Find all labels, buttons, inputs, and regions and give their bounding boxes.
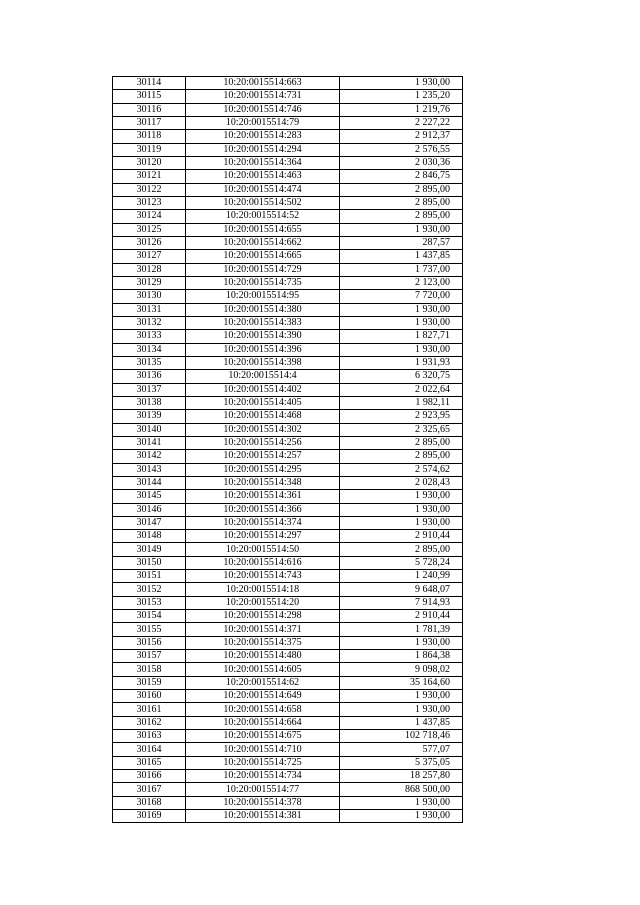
value-cell: 2 846,75: [340, 170, 463, 183]
row-number-cell: 30166: [113, 770, 186, 783]
table-row: [113, 436, 463, 449]
cadastral-number-cell: 10:20:0015514:4: [186, 370, 340, 383]
table-row: [113, 676, 463, 689]
table-row: [113, 730, 463, 743]
table-row: [113, 463, 463, 476]
cadastral-number-cell: 10:20:0015514:725: [186, 756, 340, 769]
row-number-cell: 30147: [113, 516, 186, 529]
table-row: [113, 90, 463, 103]
cadastral-number-cell: 10:20:0015514:468: [186, 410, 340, 423]
cadastral-number-cell: 10:20:0015514:390: [186, 330, 340, 343]
row-number-cell: 30167: [113, 783, 186, 796]
cadastral-number-cell: 10:20:0015514:62: [186, 676, 340, 689]
table-row: [113, 703, 463, 716]
value-cell: 7 914,93: [340, 596, 463, 609]
cadastral-number-cell: 10:20:0015514:383: [186, 316, 340, 329]
value-cell: 1 437,85: [340, 250, 463, 263]
cadastral-number-cell: 10:20:0015514:283: [186, 130, 340, 143]
table-row: [113, 756, 463, 769]
row-number-cell: 30168: [113, 796, 186, 809]
row-number-cell: 30117: [113, 116, 186, 129]
cadastral-number-cell: 10:20:0015514:364: [186, 156, 340, 169]
table-row: [113, 570, 463, 583]
row-number-cell: 30128: [113, 263, 186, 276]
value-cell: 2 028,43: [340, 476, 463, 489]
cadastral-number-cell: 10:20:0015514:77: [186, 783, 340, 796]
cadastral-number-cell: 10:20:0015514:649: [186, 690, 340, 703]
row-number-cell: 30144: [113, 476, 186, 489]
value-cell: 1 930,00: [340, 796, 463, 809]
row-number-cell: 30154: [113, 610, 186, 623]
value-cell: 2 895,00: [340, 210, 463, 223]
row-number-cell: 30139: [113, 410, 186, 423]
cadastral-number-cell: 10:20:0015514:675: [186, 730, 340, 743]
row-number-cell: 30143: [113, 463, 186, 476]
table-row: [113, 143, 463, 156]
value-cell: 1 930,00: [340, 636, 463, 649]
table-row: [113, 636, 463, 649]
cadastral-number-cell: 10:20:0015514:20: [186, 596, 340, 609]
value-cell: 2 910,44: [340, 610, 463, 623]
row-number-cell: 30126: [113, 236, 186, 249]
value-cell: 1 827,71: [340, 330, 463, 343]
cadastral-number-cell: 10:20:0015514:52: [186, 210, 340, 223]
cadastral-value-table: [112, 76, 463, 823]
row-number-cell: 30160: [113, 690, 186, 703]
table-row: [113, 130, 463, 143]
table-row: [113, 450, 463, 463]
row-number-cell: 30164: [113, 743, 186, 756]
table-row: [113, 503, 463, 516]
row-number-cell: 30121: [113, 170, 186, 183]
cadastral-number-cell: 10:20:0015514:665: [186, 250, 340, 263]
value-cell: 2 923,95: [340, 410, 463, 423]
value-cell: 1 931,93: [340, 356, 463, 369]
value-cell: 6 320,75: [340, 370, 463, 383]
value-cell: 2 030,36: [340, 156, 463, 169]
table-row: [113, 263, 463, 276]
row-number-cell: 30165: [113, 756, 186, 769]
row-number-cell: 30119: [113, 143, 186, 156]
cadastral-number-cell: 10:20:0015514:294: [186, 143, 340, 156]
value-cell: 5 728,24: [340, 556, 463, 569]
table-row: [113, 423, 463, 436]
table-row: [113, 610, 463, 623]
table-row: [113, 183, 463, 196]
table-row: [113, 303, 463, 316]
table-row: [113, 516, 463, 529]
row-number-cell: 30142: [113, 450, 186, 463]
table-row: [113, 810, 463, 823]
table-row: [113, 236, 463, 249]
row-number-cell: 30135: [113, 356, 186, 369]
row-number-cell: 30162: [113, 716, 186, 729]
cadastral-number-cell: 10:20:0015514:710: [186, 743, 340, 756]
cadastral-number-cell: 10:20:0015514:402: [186, 383, 340, 396]
row-number-cell: 30124: [113, 210, 186, 223]
value-cell: 2 895,00: [340, 183, 463, 196]
value-cell: 1 219,76: [340, 103, 463, 116]
cadastral-number-cell: 10:20:0015514:405: [186, 396, 340, 409]
cadastral-number-cell: 10:20:0015514:348: [186, 476, 340, 489]
row-number-cell: 30120: [113, 156, 186, 169]
value-cell: 9 098,02: [340, 663, 463, 676]
table-body: [113, 77, 463, 823]
cadastral-number-cell: 10:20:0015514:378: [186, 796, 340, 809]
table-row: [113, 330, 463, 343]
value-cell: 1 930,00: [340, 810, 463, 823]
cadastral-number-cell: 10:20:0015514:662: [186, 236, 340, 249]
value-cell: 1 930,00: [340, 223, 463, 236]
row-number-cell: 30151: [113, 570, 186, 583]
row-number-cell: 30161: [113, 703, 186, 716]
cadastral-number-cell: 10:20:0015514:743: [186, 570, 340, 583]
row-number-cell: 30115: [113, 90, 186, 103]
cadastral-number-cell: 10:20:0015514:463: [186, 170, 340, 183]
value-cell: 1 930,00: [340, 690, 463, 703]
row-number-cell: 30169: [113, 810, 186, 823]
row-number-cell: 30157: [113, 650, 186, 663]
row-number-cell: 30125: [113, 223, 186, 236]
cadastral-number-cell: 10:20:0015514:480: [186, 650, 340, 663]
cadastral-number-cell: 10:20:0015514:297: [186, 530, 340, 543]
table-row: [113, 343, 463, 356]
table-row: [113, 156, 463, 169]
table-row: [113, 170, 463, 183]
value-cell: 7 720,00: [340, 290, 463, 303]
table-row: [113, 690, 463, 703]
value-cell: 1 930,00: [340, 343, 463, 356]
value-cell: 1 781,39: [340, 623, 463, 636]
table-row: [113, 770, 463, 783]
table-row: [113, 410, 463, 423]
value-cell: 1 930,00: [340, 516, 463, 529]
table-row: [113, 383, 463, 396]
row-number-cell: 30158: [113, 663, 186, 676]
cadastral-number-cell: 10:20:0015514:375: [186, 636, 340, 649]
value-cell: 102 718,46: [340, 730, 463, 743]
cadastral-number-cell: 10:20:0015514:380: [186, 303, 340, 316]
cadastral-number-cell: 10:20:0015514:734: [186, 770, 340, 783]
table-row: [113, 476, 463, 489]
value-cell: 18 257,80: [340, 770, 463, 783]
table-row: [113, 116, 463, 129]
cadastral-number-cell: 10:20:0015514:95: [186, 290, 340, 303]
value-cell: 1 930,00: [340, 316, 463, 329]
row-number-cell: 30153: [113, 596, 186, 609]
table-row: [113, 356, 463, 369]
value-cell: 1 930,00: [340, 303, 463, 316]
cadastral-number-cell: 10:20:0015514:664: [186, 716, 340, 729]
row-number-cell: 30159: [113, 676, 186, 689]
table-row: [113, 490, 463, 503]
cadastral-number-cell: 10:20:0015514:396: [186, 343, 340, 356]
cadastral-number-cell: 10:20:0015514:374: [186, 516, 340, 529]
table-row: [113, 250, 463, 263]
value-cell: 2 895,00: [340, 196, 463, 209]
cadastral-number-cell: 10:20:0015514:50: [186, 543, 340, 556]
cadastral-number-cell: 10:20:0015514:474: [186, 183, 340, 196]
cadastral-number-cell: 10:20:0015514:18: [186, 583, 340, 596]
value-cell: 2 227,22: [340, 116, 463, 129]
value-cell: 9 648,07: [340, 583, 463, 596]
cadastral-number-cell: 10:20:0015514:256: [186, 436, 340, 449]
value-cell: 1 930,00: [340, 503, 463, 516]
cadastral-number-cell: 10:20:0015514:658: [186, 703, 340, 716]
table-row: [113, 210, 463, 223]
table-row: [113, 530, 463, 543]
table-row: [113, 623, 463, 636]
table-row: [113, 796, 463, 809]
table-row: [113, 663, 463, 676]
row-number-cell: 30148: [113, 530, 186, 543]
table-row: [113, 743, 463, 756]
table-row: [113, 77, 463, 90]
table-row: [113, 783, 463, 796]
value-cell: 2 022,64: [340, 383, 463, 396]
cadastral-number-cell: 10:20:0015514:381: [186, 810, 340, 823]
value-cell: 2 912,37: [340, 130, 463, 143]
value-cell: 287,57: [340, 236, 463, 249]
value-cell: 1 737,00: [340, 263, 463, 276]
cadastral-number-cell: 10:20:0015514:731: [186, 90, 340, 103]
row-number-cell: 30136: [113, 370, 186, 383]
table-row: [113, 556, 463, 569]
value-cell: 1 235,20: [340, 90, 463, 103]
row-number-cell: 30152: [113, 583, 186, 596]
row-number-cell: 30156: [113, 636, 186, 649]
cadastral-number-cell: 10:20:0015514:361: [186, 490, 340, 503]
row-number-cell: 30127: [113, 250, 186, 263]
cadastral-number-cell: 10:20:0015514:729: [186, 263, 340, 276]
row-number-cell: 30155: [113, 623, 186, 636]
row-number-cell: 30145: [113, 490, 186, 503]
table-row: [113, 316, 463, 329]
cadastral-number-cell: 10:20:0015514:655: [186, 223, 340, 236]
row-number-cell: 30141: [113, 436, 186, 449]
cadastral-number-cell: 10:20:0015514:79: [186, 116, 340, 129]
table-row: [113, 290, 463, 303]
row-number-cell: 30129: [113, 276, 186, 289]
value-cell: 1 864,38: [340, 650, 463, 663]
value-cell: 1 930,00: [340, 77, 463, 90]
cadastral-number-cell: 10:20:0015514:371: [186, 623, 340, 636]
value-cell: 2 576,55: [340, 143, 463, 156]
cadastral-number-cell: 10:20:0015514:298: [186, 610, 340, 623]
cadastral-number-cell: 10:20:0015514:398: [186, 356, 340, 369]
value-cell: 2 895,00: [340, 450, 463, 463]
cadastral-number-cell: 10:20:0015514:616: [186, 556, 340, 569]
row-number-cell: 30146: [113, 503, 186, 516]
row-number-cell: 30134: [113, 343, 186, 356]
row-number-cell: 30118: [113, 130, 186, 143]
table-row: [113, 196, 463, 209]
row-number-cell: 30122: [113, 183, 186, 196]
cadastral-number-cell: 10:20:0015514:302: [186, 423, 340, 436]
value-cell: 2 123,00: [340, 276, 463, 289]
row-number-cell: 30133: [113, 330, 186, 343]
value-cell: 2 895,00: [340, 543, 463, 556]
value-cell: 2 895,00: [340, 436, 463, 449]
table-row: [113, 103, 463, 116]
table-row: [113, 396, 463, 409]
table-row: [113, 650, 463, 663]
row-number-cell: 30149: [113, 543, 186, 556]
row-number-cell: 30150: [113, 556, 186, 569]
table-row: [113, 276, 463, 289]
table-row: [113, 370, 463, 383]
cadastral-number-cell: 10:20:0015514:605: [186, 663, 340, 676]
value-cell: 1 437,85: [340, 716, 463, 729]
value-cell: 2 574,62: [340, 463, 463, 476]
value-cell: 5 375,05: [340, 756, 463, 769]
table-row: [113, 543, 463, 556]
table-row: [113, 716, 463, 729]
value-cell: 35 164,60: [340, 676, 463, 689]
row-number-cell: 30116: [113, 103, 186, 116]
row-number-cell: 30130: [113, 290, 186, 303]
value-cell: 1 240,99: [340, 570, 463, 583]
value-cell: 868 500,00: [340, 783, 463, 796]
cadastral-number-cell: 10:20:0015514:746: [186, 103, 340, 116]
cadastral-number-cell: 10:20:0015514:735: [186, 276, 340, 289]
cadastral-number-cell: 10:20:0015514:295: [186, 463, 340, 476]
table-row: [113, 223, 463, 236]
row-number-cell: 30140: [113, 423, 186, 436]
row-number-cell: 30132: [113, 316, 186, 329]
cadastral-number-cell: 10:20:0015514:257: [186, 450, 340, 463]
value-cell: 2 910,44: [340, 530, 463, 543]
row-number-cell: 30123: [113, 196, 186, 209]
cadastral-number-cell: 10:20:0015514:366: [186, 503, 340, 516]
table-row: [113, 583, 463, 596]
value-cell: 1 982,11: [340, 396, 463, 409]
value-cell: 1 930,00: [340, 703, 463, 716]
row-number-cell: 30114: [113, 77, 186, 90]
value-cell: 2 325,65: [340, 423, 463, 436]
cadastral-number-cell: 10:20:0015514:663: [186, 77, 340, 90]
cadastral-number-cell: 10:20:0015514:502: [186, 196, 340, 209]
row-number-cell: 30138: [113, 396, 186, 409]
value-cell: 1 930,00: [340, 490, 463, 503]
table-row: [113, 596, 463, 609]
row-number-cell: 30131: [113, 303, 186, 316]
row-number-cell: 30163: [113, 730, 186, 743]
value-cell: 577,07: [340, 743, 463, 756]
row-number-cell: 30137: [113, 383, 186, 396]
